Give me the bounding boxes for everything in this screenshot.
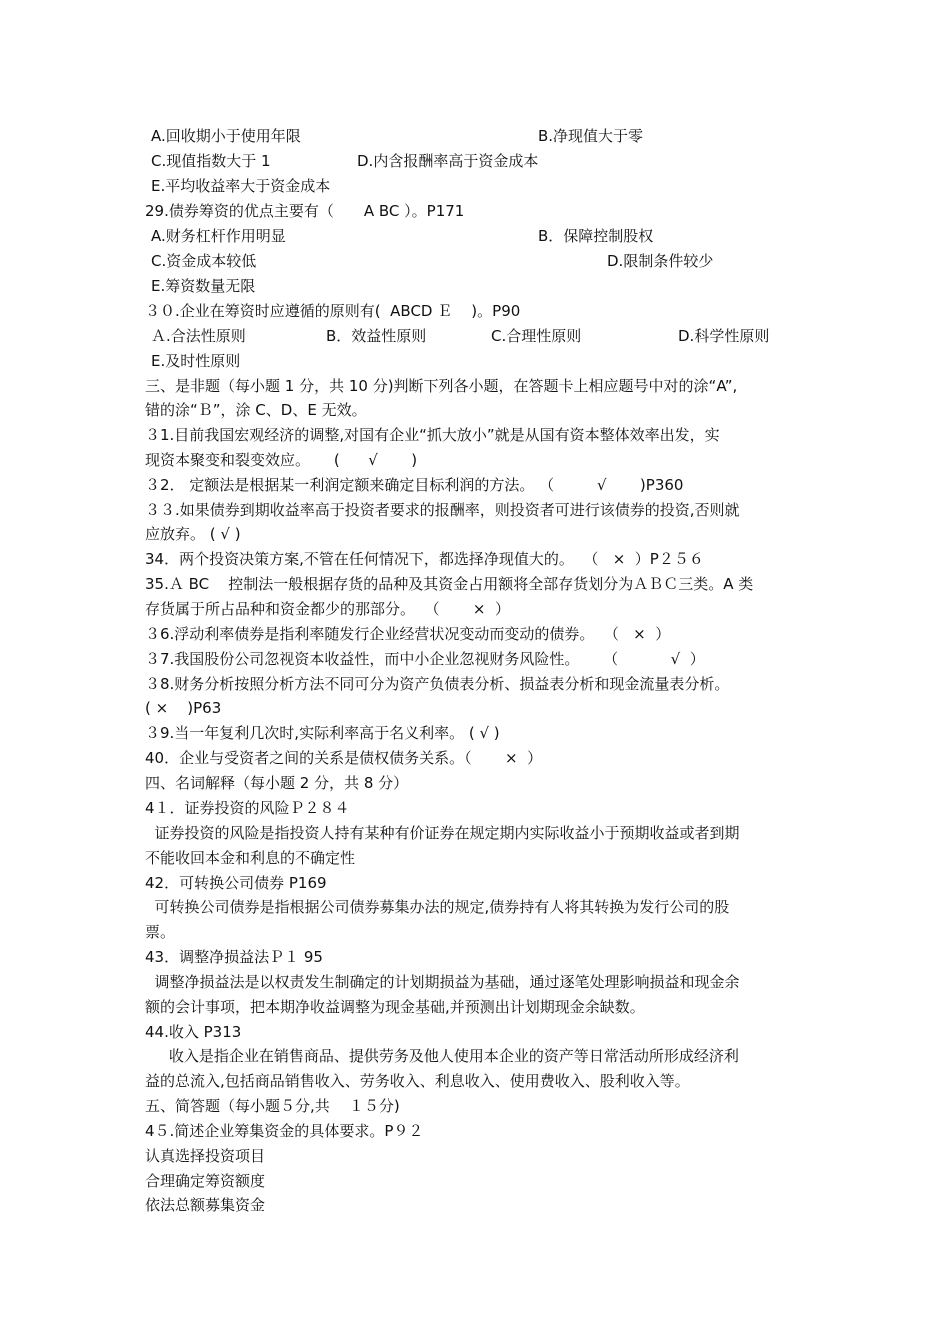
q44-title: 44.收入 P313 <box>145 1023 242 1041</box>
section5-header: 五、简答题（每小题５分,共 １５分) <box>145 1097 400 1115</box>
q28-option-a: A.回收期小于使用年限 <box>151 127 301 145</box>
q34: 34．两个投资决策方案,不管在任何情况下，都选择净现值大的。 （ × ）P２５６ <box>145 550 704 568</box>
q29-option-e: E.筹资数量无限 <box>151 277 256 295</box>
q45-answer-item-3: 依法总额募集资金 <box>145 1196 266 1214</box>
section3-header-line1: 三、是非题（每小题 1 分，共 10 分)判断下列各小题，在答题卡上相应题号中对的涂“A”, <box>145 377 738 395</box>
q30-option-c: C.合理性原则 <box>491 327 582 345</box>
q41-answer-line1: 证券投资的风险是指投资人持有某种有价证券在规定期内实际收益小于预期收益或者到期 <box>145 824 740 842</box>
q45-answer-item-1: 认真选择投资项目 <box>145 1147 266 1165</box>
q43-title: 43．调整净损益法Ｐ１ 95 <box>145 948 323 966</box>
q44-answer-line1: 收入是指企业在销售商品、提供劳务及他人使用本企业的资产等日常活动所形成经济利 <box>145 1047 739 1065</box>
q28-option-c: C.现值指数大于 1 <box>151 152 271 170</box>
q30-option-b: B．效益性原则 <box>326 327 427 345</box>
q38-line1: ３8.财务分析按照分析方法不同可分为资产负债表分析、损益表分析和现金流量表分析。 <box>145 675 730 693</box>
q28-option-e: E.平均收益率大于资金成本 <box>151 177 331 195</box>
q33-line2: 应放弃。 ( √ ) <box>145 525 241 543</box>
q41-title: 4１．证券投资的风险Ｐ２８４ <box>145 799 350 817</box>
q39: ３9.当一年复利几次时,实际利率高于名义利率。 ( √ ) <box>145 724 500 742</box>
q35-line1: 35.Ａ BC 控制法一般根据存货的品种及其资金占用额将全部存货划分为ＡＢＣ三类。A 类 <box>145 575 754 593</box>
q29-option-b: B．保障控制股权 <box>538 227 654 245</box>
q31-line1: ３1.目前我国宏观经济的调整,对国有企业“抓大放小”就是从国有资本整体效率出发，实 <box>145 426 720 444</box>
q30-option-d: D.科学性原则 <box>678 327 770 345</box>
q29-option-c: C.资金成本较低 <box>151 252 257 270</box>
q44-answer-line2: 益的总流入,包括商品销售收入、劳务收入、利息收入、使用费收入、股利收入等。 <box>145 1072 690 1090</box>
q40: 40．企业与受资者之间的关系是债权债务关系。（ × ） <box>145 749 543 767</box>
q28-option-d: D.内含报酬率高于资金成本 <box>357 152 539 170</box>
q43-answer-line1: 调整净损益法是以权责发生制确定的计划期损益为基础，通过逐笔处理影响损益和现金余 <box>145 973 740 991</box>
q33-line1: ３３.如果债券到期收益率高于投资者要求的报酬率，则投资者可进行该债券的投资,否则就 <box>145 501 740 519</box>
q29-option-a: A.财务杠杆作用明显 <box>151 227 286 245</box>
q29-question: 29.债券筹资的优点主要有（ A BC ）。P171 <box>145 202 465 220</box>
q30-option-e: E.及时性原则 <box>151 352 241 370</box>
q43-answer-line2: 额的会计事项，把本期净收益调整为现金基础,并预测出计划期现金余缺数。 <box>145 998 645 1016</box>
q38-line2: ( × )P63 <box>145 699 222 717</box>
q45-title: 4５.简述企业筹集资金的具体要求。P９２ <box>145 1122 424 1140</box>
section3-header-line2: 错的涂“Ｂ”，涂 C、D、E 无效。 <box>145 401 367 419</box>
q42-title: 42．可转换公司债券 P169 <box>145 874 327 892</box>
q30-option-a: Ａ.合法性原则 <box>151 327 246 345</box>
q30-question: ３０.企业在筹资时应遵循的原则有( ABCD Ｅ )。P90 <box>145 302 521 320</box>
q28-option-b: B.净现值大于零 <box>538 127 644 145</box>
q42-answer-line2: 票。 <box>145 923 176 941</box>
q29-option-d: D.限制条件较少 <box>607 252 714 270</box>
q37: ３7.我国股份公司忽视资本收益性，而中小企业忽视财务风险性。 （ √ ） <box>145 650 705 668</box>
q42-answer-line1: 可转换公司债券是指根据公司债券募集办法的规定,债券持有人将其转换为发行公司的股 <box>145 898 730 916</box>
q31-line2: 现资本聚变和裂变效应。 ( √ ) <box>145 451 418 469</box>
section4-header: 四、名词解释（每小题 2 分，共 8 分） <box>145 774 409 792</box>
q32: ３2． 定额法是根据某一利润定额来确定目标利润的方法。 （ √ )P360 <box>145 476 684 494</box>
q41-answer-line2: 不能收回本金和利息的不确定性 <box>145 849 356 867</box>
q35-line2: 存货属于所占品种和资金都少的那部分。 （ × ） <box>145 600 511 618</box>
q36: ３6.浮动利率债券是指利率随发行企业经营状况变动而变动的债券。 （ × ） <box>145 625 671 643</box>
q45-answer-item-2: 合理确定筹资额度 <box>145 1172 266 1190</box>
